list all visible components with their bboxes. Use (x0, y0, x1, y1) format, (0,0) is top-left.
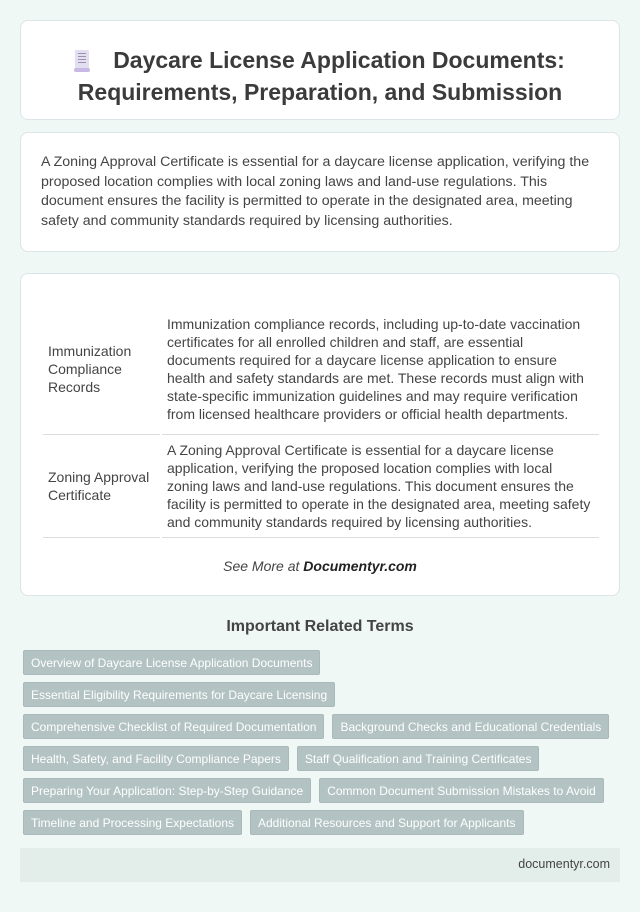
related-term-tag[interactable]: Overview of Daycare License Application Documents (23, 650, 320, 675)
related-term-tag[interactable]: Additional Resources and Support for Applicants (250, 810, 524, 835)
documents-card (20, 273, 620, 596)
see-more-site[interactable]: Documentyr.com (303, 558, 417, 574)
page-title-text: Daycare License Application Documents: Requirements, Preparation, and Submission (77, 47, 565, 105)
title-card (20, 20, 620, 120)
related-term-tag[interactable]: Preparing Your Application: Step-by-Step Guidance (23, 778, 311, 803)
see-more-link[interactable] (21, 558, 619, 574)
document-name: Immunization Compliance Records (43, 294, 161, 434)
related-term-tag[interactable]: Common Document Submission Mistakes to Avoid (319, 778, 604, 803)
see-more-prefix: See More at (223, 558, 304, 574)
related-term-tag[interactable]: Timeline and Processing Expectations (23, 810, 242, 835)
documents-table (43, 294, 599, 538)
page-title (21, 44, 619, 108)
related-term-tag[interactable]: Background Checks and Educational Credentials (332, 714, 609, 739)
document-description: A Zoning Approval Certificate is essential for a daycare license application, verifying the proposed location complies with local zoning laws and land-use regulations. This document ensures the facility is permitted to operate in the designated area, meeting safety and community standards required by licensing authorities. (161, 434, 599, 537)
related-term-tag[interactable]: Health, Safety, and Facility Compliance Papers (23, 746, 289, 771)
document-name: Zoning Approval Certificate (43, 434, 161, 537)
table-row (43, 434, 599, 537)
scroll-document-icon (75, 50, 89, 70)
footer (20, 848, 620, 882)
document-description: Immunization compliance records, including up-to-date vaccination certificates for all enrolled children and staff, are essential documents required for a daycare license application to ensure health and safety standards are met. These records must align with state-specific immunization guidelines and may require verification from licensed healthcare providers or official health departments. (161, 294, 599, 434)
related-term-tag[interactable]: Comprehensive Checklist of Required Documentation (23, 714, 324, 739)
table-row (43, 294, 599, 434)
intro-text: A Zoning Approval Certificate is essential for a daycare license application, verifying the proposed location complies with local zoning laws and land-use regulations. This document ensures the facility is permitted to operate in the designated area, meeting safety and community standards required by licensing authorities. (41, 154, 590, 229)
footer-site-link[interactable]: documentyr.com (518, 857, 610, 871)
related-terms-heading: Important Related Terms (226, 618, 414, 635)
related-term-tag[interactable]: Essential Eligibility Requirements for Daycare Licensing (23, 682, 335, 707)
related-term-tag[interactable]: Staff Qualification and Training Certificates (297, 746, 540, 771)
intro-card (20, 132, 620, 252)
related-terms-list (23, 650, 613, 835)
